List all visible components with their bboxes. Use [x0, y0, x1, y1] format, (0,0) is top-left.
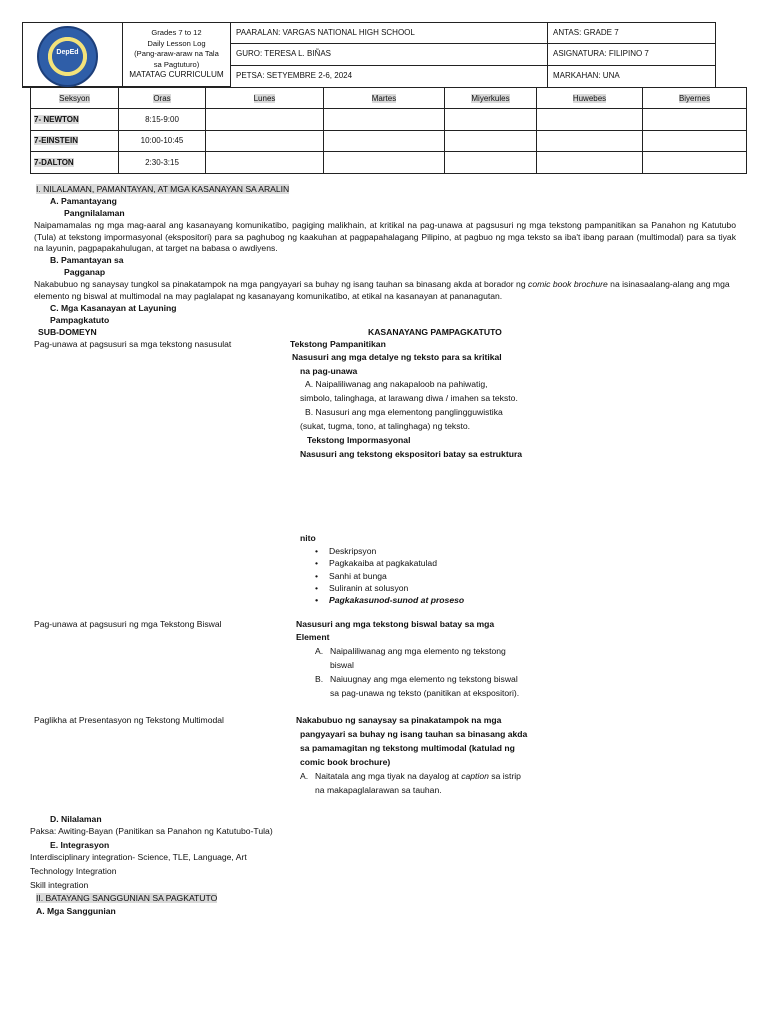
- day-cell: [206, 152, 324, 173]
- kasanayan-text: Naitatala ang mga tiyak na dayalog at caption sa istrip: [315, 771, 521, 781]
- time-cell: 10:00-10:45: [119, 130, 206, 151]
- pamantayang-body: Naipamamalas ng mga mag-aaral ang kasanayang komunikatibo, pagiging malikhain, at kritikal na pag-unawa at pagsusuri ng mga tekstong pampanitikan sa Panahon ng Katutubo (Tula) at tekstong impormasyonal (ekspositori) para sa paghubog ng kaakuhan at pagpapahalagang Pilipino, at pagbuo ng mga teksto sa iba't ibang paraan (multimodal) para sa tiyak na layunin, pagpapakahulugan, at target na babasa o awdiyens.: [34, 220, 736, 254]
- day-cell: [643, 130, 747, 151]
- day-cell: [445, 109, 537, 130]
- kasanayan-text: Nasusuri ang mga tekstong biswal batay sa mga: [296, 619, 495, 629]
- quarter-field: MARKAHAN: UNA: [553, 70, 620, 80]
- kasanayan-text: nito: [300, 533, 316, 543]
- list-label: A.: [300, 771, 309, 781]
- col-header: Huwebes: [537, 88, 643, 109]
- integrasyon-title: E. Integrasyon: [50, 840, 110, 850]
- kasanayan-text: Naiuugnay ang mga elemento ng tekstong biswal: [330, 674, 518, 684]
- grade-level-field: ANTAS: GRADE 7: [548, 23, 715, 44]
- nilalaman-body: Paksa: Awiting-Bayan (Panitikan sa Panahon ng Katutubo-Tula): [30, 826, 273, 836]
- integrasyon-line: Skill integration: [30, 880, 89, 890]
- schedule-header-row: [31, 88, 747, 109]
- section-cell: 7- NEWTON: [31, 109, 119, 130]
- day-cell: [324, 130, 445, 151]
- kasanayan-text: na pag-unawa: [300, 366, 358, 376]
- nilalaman-title: D. Nilalaman: [50, 814, 102, 824]
- pagganap-subtitle: Pagganap: [64, 267, 106, 277]
- section-cell: 7-DALTON: [31, 152, 119, 173]
- kasanayan-text: pangyayari sa buhay ng isang tauhan sa binasang akda: [300, 729, 528, 739]
- day-cell: [643, 152, 747, 173]
- table-row: [31, 152, 747, 173]
- day-cell: [537, 152, 643, 173]
- integrasyon-line: Technology Integration: [30, 866, 117, 876]
- time-cell: 2:30-3:15: [119, 152, 206, 173]
- lesson-header-table: [22, 22, 716, 88]
- kasanayan-text: Nakabubuo ng sanaysay sa pinakatampok na mga: [296, 715, 502, 725]
- kasanayan-text: na makapaglalarawan sa tauhan.: [315, 785, 442, 795]
- kasanayan-text: Naipaliliwanag ang mga elemento ng tekstong: [330, 646, 506, 656]
- kasanayan-text: Nasusuri ang tekstong ekspositori batay sa estruktura: [300, 449, 523, 459]
- grade-line: Grades 7 to 12: [151, 28, 202, 37]
- list-item: • Deskripsyon: [315, 545, 464, 557]
- kasanayan-text: (sukat, tugma, tono, at talinghaga) ng teksto.: [300, 421, 471, 431]
- kasanayan-text: Tekstong Pampanitikan: [290, 339, 386, 349]
- col-header: Biyernes: [643, 88, 747, 109]
- section-heading-1: I. NILALAMAN, PAMANTAYAN, AT MGA KASANAYAN SA ARALIN: [36, 184, 290, 194]
- list-label: A.: [315, 646, 324, 656]
- pagganap-body: Nakabubuo ng sanaysay tungkol sa pinakatampok na mga pangyayari sa buhay ng isang tauhan sa binasang akda at borador ng comic book brochure na isinasaalang-alang ang mga elemento ng biswal at multimodal na may paglalapat ng kasanayang komunikatibo, at etikal na kasanayan at pananagutan.: [34, 279, 730, 301]
- table-row: [31, 130, 747, 151]
- kasanayan-text: Tekstong Impormasyonal: [307, 435, 411, 445]
- grade-line: sa Pagtuturo): [153, 59, 200, 69]
- list-item: • Sanhi at bunga: [315, 570, 464, 582]
- pamantayang-title: A. Pamantayang: [50, 196, 117, 206]
- day-cell: [643, 109, 747, 130]
- subdomain-1: Pag-unawa at pagsusuri sa mga tekstong nasusulat: [34, 339, 232, 349]
- subdomain-2: Pag-unawa at pagsusuri ng mga Tekstong Biswal: [34, 619, 222, 629]
- list-item: • Pagkakaiba at pagkakatulad: [315, 557, 464, 569]
- list-item: • Pagkakasunod-sunod at proseso: [315, 594, 464, 606]
- col-header: Oras: [119, 88, 206, 109]
- list-label: B.: [315, 674, 324, 684]
- logo-cell: [23, 23, 123, 87]
- subject-field: ASIGNATURA: FILIPINO 7: [548, 44, 715, 65]
- grade-line: Daily Lesson Log: [147, 38, 206, 48]
- kasanayan-text: Element: [296, 632, 330, 642]
- subdomain-header: SUB-DOMEYN: [38, 327, 97, 337]
- grade-line: (Pang-araw-araw na Tala: [134, 49, 219, 59]
- grade-info-cell: [123, 23, 231, 87]
- day-cell: [445, 152, 537, 173]
- kasanayan-text: comic book brochure): [300, 757, 391, 767]
- col-header: Lunes: [206, 88, 324, 109]
- kasanayan-text: biswal: [330, 660, 354, 670]
- deped-seal-logo: DepEd: [37, 26, 98, 87]
- col-header: Miyerkules: [445, 88, 537, 109]
- day-cell: [537, 109, 643, 130]
- kasanayan-title: C. Mga Kasanayan at Layuning: [50, 303, 177, 313]
- kasanayan-text: B. Nasusuri ang mga elementong panglingguwistika: [305, 407, 503, 417]
- kasanayan-subtitle: Pampagkatuto: [50, 315, 110, 325]
- kasanayan-header: KASANAYANG PAMPAGKATUTO: [368, 327, 502, 337]
- time-cell: 8:15-9:00: [119, 109, 206, 130]
- kasanayan-text: sa pag-unawa ng teksto (panitikan at ekspositori).: [330, 688, 520, 698]
- table-row: [31, 109, 747, 130]
- kasanayan-text: sa pamamagitan ng tekstong multimodal (katulad ng: [300, 743, 515, 753]
- day-cell: [445, 130, 537, 151]
- integrasyon-line: Interdisciplinary integration- Science, TLE, Language, Art: [30, 852, 247, 862]
- structure-list: [315, 545, 464, 606]
- day-cell: [537, 130, 643, 151]
- col-header: Seksyon: [31, 88, 119, 109]
- sanggunian-title: A. Mga Sanggunian: [36, 906, 116, 916]
- kasanayan-text: A. Naipaliliwanag ang nakapaloob na pahiwatig,: [305, 379, 488, 389]
- section-heading-2: II. BATAYANG SANGGUNIAN SA PAGKATUTO: [36, 893, 218, 903]
- curriculum-label: MATATAG CURRICULUM: [129, 70, 224, 80]
- col-header: Martes: [324, 88, 445, 109]
- schedule-table: [30, 87, 747, 174]
- kasanayan-text: simbolo, talinghaga, at larawang diwa / imahen sa teksto.: [300, 393, 518, 403]
- pagganap-title: B. Pamantayan sa: [50, 255, 124, 265]
- pamantayang-subtitle: Pangnilalaman: [64, 208, 125, 218]
- section-cell: 7-EINSTEIN: [31, 130, 119, 151]
- kasanayan-text: Nasusuri ang mga detalye ng teksto para sa kritikal: [292, 352, 502, 362]
- day-cell: [324, 152, 445, 173]
- date-field: PETSA: SETYEMBRE 2-6, 2024: [231, 66, 548, 87]
- teacher-field: GURO: TERESA L. BIÑAS: [231, 44, 548, 65]
- day-cell: [206, 109, 324, 130]
- list-item: • Suliranin at solusyon: [315, 582, 464, 594]
- day-cell: [324, 109, 445, 130]
- subdomain-3: Paglikha at Presentasyon ng Tekstong Multimodal: [34, 715, 224, 725]
- day-cell: [206, 130, 324, 151]
- school-field: PAARALAN: VARGAS NATIONAL HIGH SCHOOL: [231, 23, 548, 44]
